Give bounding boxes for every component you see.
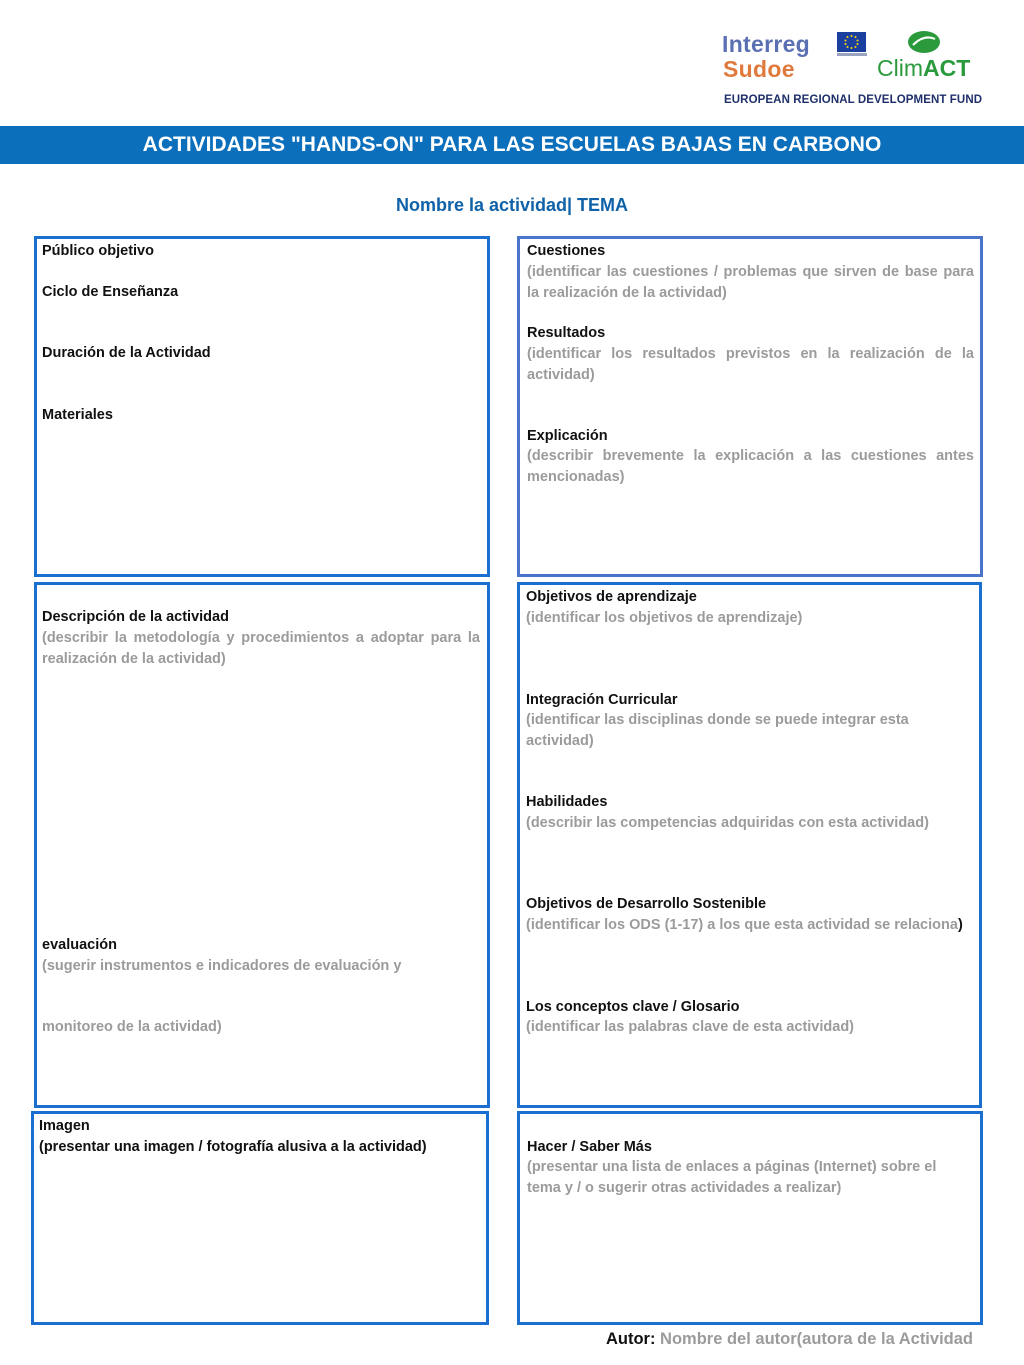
- label-ods: Objetivos de Desarrollo Sostenible: [526, 896, 767, 912]
- hint-habilidades: (describir las competencias adquiridas con esta actividad): [526, 815, 929, 831]
- hint-imagen: (presentar una imagen / fotografía alusiva a la actividad): [39, 1139, 427, 1155]
- banner-title: ACTIVIDADES "HANDS-ON" PARA LAS ESCUELAS BAJAS EN CARBONO: [0, 126, 1024, 164]
- climact-logo-a: Clim: [877, 55, 923, 81]
- fund-label: EUROPEAN REGIONAL DEVELOPMENT FUND: [724, 94, 983, 106]
- label-resultados: Resultados: [527, 325, 606, 341]
- author-label: Autor:: [605, 1330, 656, 1348]
- label-descripcion: Descripción de la actividad: [42, 609, 229, 625]
- label-materiales: Materiales: [42, 407, 113, 423]
- label-cuestiones: Cuestiones: [527, 243, 606, 259]
- climact-logo-b: ACT: [923, 55, 971, 81]
- hint-evaluacion: (sugerir instrumentos e indicadores de evaluación y: [42, 958, 402, 974]
- hint-evaluacion-2: monitoreo de la actividad): [42, 1019, 222, 1035]
- sudoe-logo: Sudoe: [723, 56, 795, 82]
- activity-name-title: Nombre la actividad| TEMA: [395, 195, 629, 215]
- eu-flag-icon: [837, 32, 866, 52]
- label-hacer: Hacer / Saber Más: [527, 1139, 652, 1155]
- label-evaluacion: evaluación: [42, 937, 117, 953]
- hint-descripcion: (describir la metodología y procedimientos a adoptar para la realización de la actividad): [42, 630, 480, 667]
- hint-ods-end: ): [957, 917, 963, 933]
- hint-resultados: (identificar los resultados previstos en la realización de la actividad): [527, 346, 974, 383]
- interreg-logo: Interreg: [722, 31, 811, 57]
- hint-hacer: (presentar una lista de enlaces a páginas (Internet) sobre el tema y / o sugerir otras actividades a realizar): [527, 1159, 937, 1196]
- hint-cuestiones: (identificar las cuestiones / problemas que sirven de base para la realización de la actividad): [527, 264, 974, 301]
- hint-explicacion: (describir brevemente la explicación a las cuestiones antes mencionadas): [527, 448, 974, 485]
- hint-integracion: (identificar las disciplinas donde se puede integrar esta actividad): [526, 712, 909, 749]
- author-line: [606, 1328, 973, 1350]
- hint-ods-text: (identificar los ODS (1-17) a los que esta actividad se relaciona: [526, 917, 958, 933]
- hint-conceptos: (identificar las palabras clave de esta actividad): [526, 1019, 855, 1035]
- hint-ods: [526, 915, 963, 936]
- label-objetivos: Objetivos de aprendizaje: [526, 589, 697, 605]
- climact-logo: [877, 56, 970, 80]
- label-ciclo: Ciclo de Enseñanza: [42, 284, 179, 300]
- label-habilidades: Habilidades: [526, 794, 608, 810]
- header-logos: [0, 0, 1024, 120]
- author-value: Nombre del autor(autora de la Actividad: [660, 1330, 973, 1348]
- eu-caption: [837, 53, 867, 56]
- label-duracion: Duración de la Actividad: [42, 345, 211, 361]
- leaf-icon: [907, 30, 941, 54]
- label-publico: Público objetivo: [42, 243, 154, 259]
- hint-objetivos: (identificar los objetivos de aprendizaje): [526, 610, 803, 626]
- label-imagen: Imagen: [39, 1118, 90, 1134]
- eu-stars-icon: [837, 32, 866, 52]
- label-conceptos: Los conceptos clave / Glosario: [526, 999, 740, 1015]
- label-integracion: Integración Curricular: [526, 692, 678, 708]
- label-explicacion: Explicación: [527, 428, 608, 444]
